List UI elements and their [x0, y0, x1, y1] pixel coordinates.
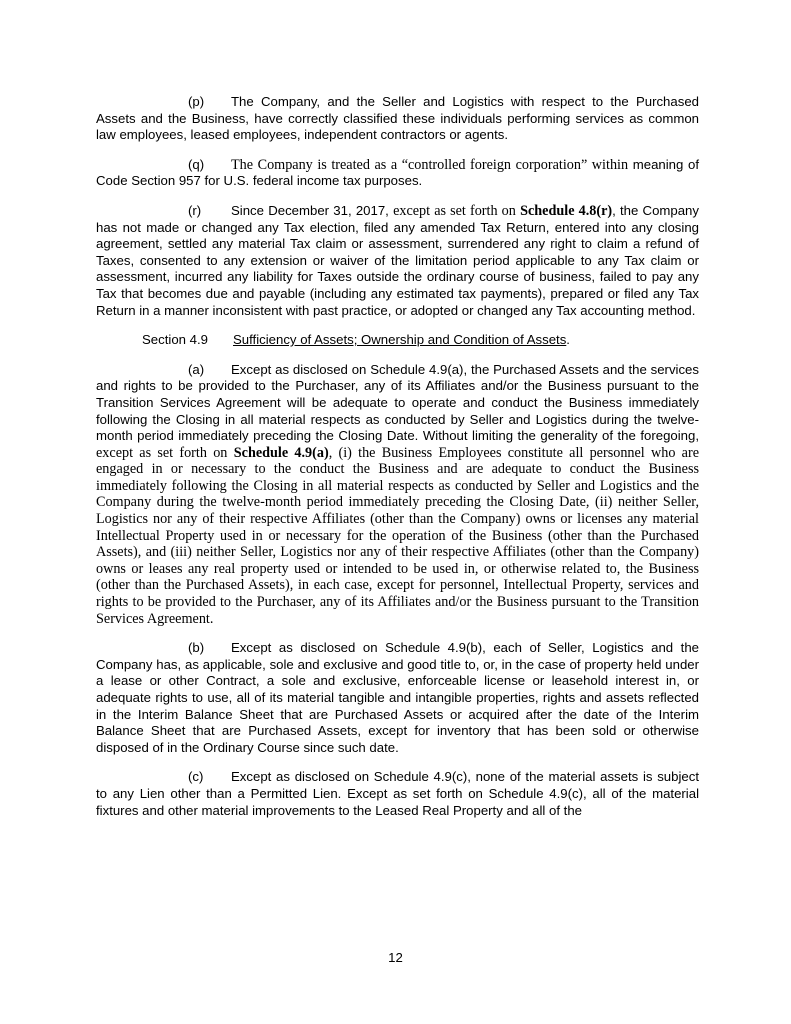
subsection-c: [96, 769, 699, 819]
subsection-b: [96, 640, 699, 756]
page-number: 12: [388, 950, 403, 965]
paragraph-r-text: , the Company has not made or changed any Tax election, filed any amended Tax Return, entered into any closing agreement, settled any material Tax claim or assessment, surrendered any right to claim a refund of Taxes, consented to any extension or waiver of the limitation period applicable to any Tax claim or assessment, incurred any liability for Taxes outside the ordinary course of business, failed to pay any Tax that becomes due and payable (including any estimated tax payments), prepared or filed any Tax Return in a manner inconsistent with past practice, or adopted or changed any Tax accounting method.: [96, 202, 699, 318]
paragraph-r-schedule-ref: Schedule 4.8(r): [520, 202, 613, 219]
subsection-b-label: (b): [188, 640, 205, 656]
section-number: Section 4.9: [142, 332, 208, 348]
paragraph-q: [96, 157, 699, 190]
paragraph-p-text: The Company, and the Seller and Logistics with respect to the Purchased Assets and the Business, have correctly classified these individuals performing services as common law employees, leased employees, independent contractors or agents.: [96, 94, 699, 143]
document-page: [96, 94, 699, 832]
paragraph-r-lead: Since December 31, 2017,: [231, 202, 389, 218]
paragraph-r-label: (r): [188, 202, 202, 218]
subsection-b-text: Except as disclosed on Schedule 4.9(b), each of Seller, Logistics and the Company has, as applicable, sole and exclusive and good title to, or, in the case of property held under a lease or other Contract, a sole and exclusive, enforceable license or leasehold interest in, or adequate rights to use, all of its material tangible and intangible properties, rights and assets reflected in the Interim Balance Sheet that are Purchased Assets or acquired after the date of the Interim Balance Sheet that are Purchased Assets, except for inventory that has been sold or otherwise disposed of in the Ordinary Course since such date.: [96, 640, 699, 755]
paragraph-p-label: (p): [188, 94, 205, 109]
subsection-a-text: Except as disclosed on Schedule 4.9(a), the Purchased Assets and the services and rights to be provided to the Purchaser, any of its Affiliates and/or the Business pursuant to the Transition Services Agreement will be adequate to operate and conduct the Business immediately following the Closing in all material respects as conducted by Seller and Logistics during the twelve-month period immediately preceding the Closing Date. Without limiting the generality of the foregoing,: [96, 361, 699, 444]
paragraph-r: [96, 203, 699, 319]
section-heading: [96, 332, 699, 349]
subsection-a-schedule-ref: Schedule 4.9(a): [233, 444, 329, 461]
paragraph-q-label: (q): [188, 156, 205, 172]
paragraph-r-serif: except as set forth on: [393, 202, 516, 219]
subsection-a-label: (a): [188, 361, 205, 377]
section-title: Sufficiency of Assets; Ownership and Condition of Assets: [233, 332, 567, 348]
subsection-a-serif-text: , (i) the Business Employees constitute all personnel who are engaged in or necessary to the conduct the Business and are adequate to conduct the Business immediately following the Closing in all material respects as conducted by Seller and Logistics and the Company during the twelve-month period immediately preceding the Closing Date, (ii) neither Seller, Logistics nor any of their respective Affiliates (other than the Company) owns or licenses any material Intellectual Property used in or necessary for the operation of the Business (other than the Purchased Assets), and (iii) neither Seller, Logistics nor any of their respective Affiliates (other than the Company) owns or leases any real property used or intended to be used in, or otherwise related to, the Business (other than the Purchased Assets), in each case, except for personnel, Intellectual Property, services and rights to be provided to the Purchaser, any of its Affiliates and/or the Business pursuant to the Transition Services Agreement.: [96, 444, 699, 627]
subsection-a: [96, 362, 699, 628]
subsection-a-serif-lead: except as set forth on: [96, 444, 228, 461]
paragraph-p: [96, 94, 699, 144]
section-title-period: .: [566, 332, 570, 348]
paragraph-q-text: meaning of Code Section 957 for U.S. federal income tax purposes.: [96, 156, 699, 189]
subsection-c-text: Except as disclosed on Schedule 4.9(c), none of the material assets is subject to any Lien other than a Permitted Lien. Except as set forth on Schedule 4.9(c), all of the material fixtures and other material improvements to the Leased Real Property and all of the: [96, 769, 699, 818]
paragraph-q-serif-text: The Company is treated as a “controlled foreign corporation” within: [231, 156, 629, 173]
subsection-c-label: (c): [188, 769, 204, 785]
